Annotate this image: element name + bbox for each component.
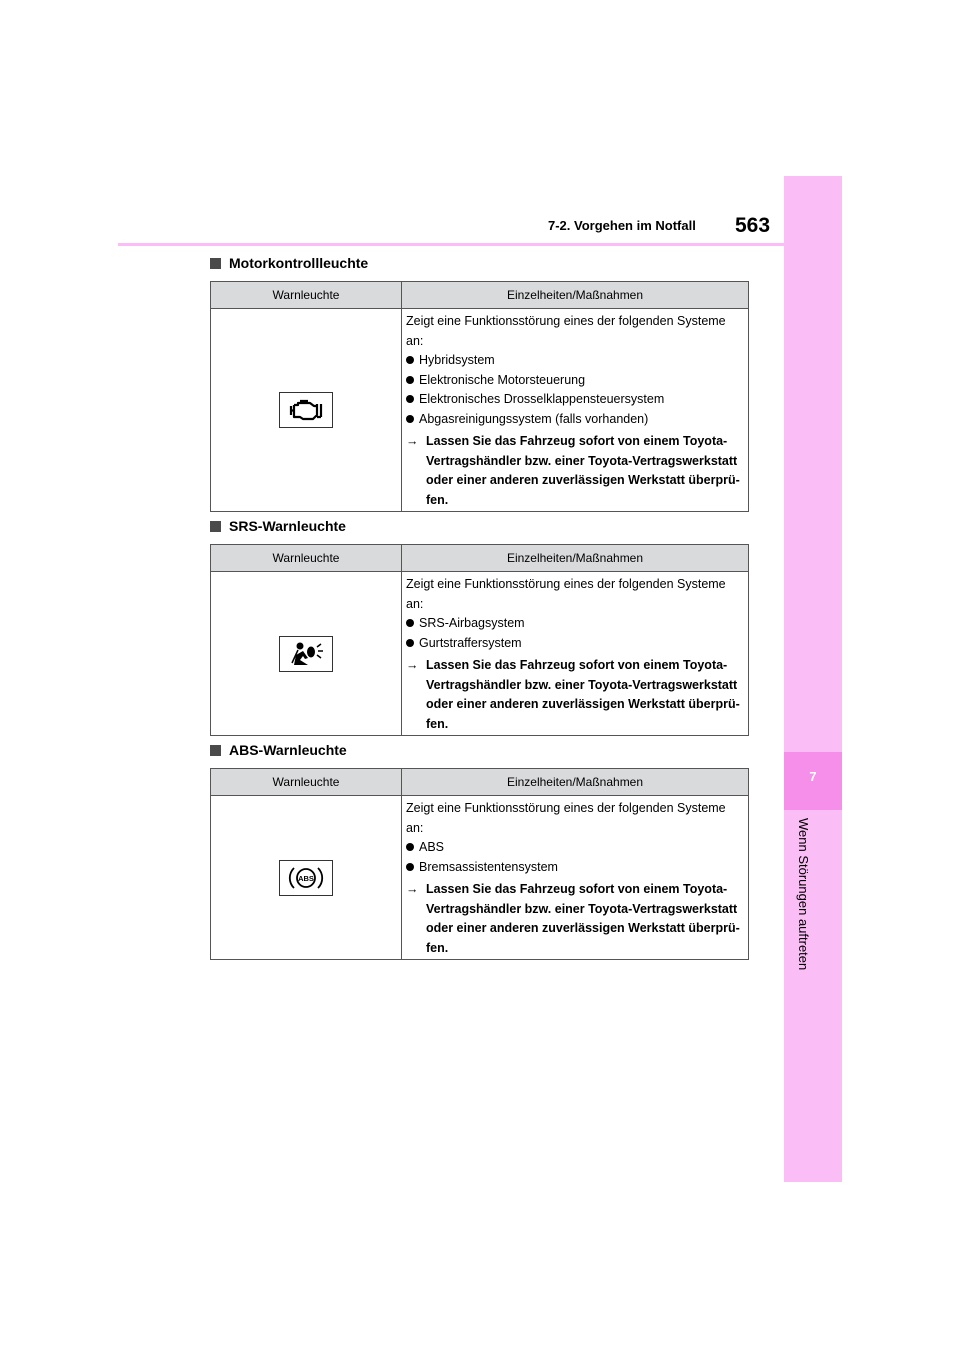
action-note xyxy=(406,880,744,958)
table-header xyxy=(211,282,748,309)
action-note xyxy=(406,656,744,734)
warning-table xyxy=(210,768,749,960)
warning-table xyxy=(210,281,749,512)
action-text: Lassen Sie das Fahrzeug sofort von einem Toyota-Vertragshändler bzw. einer Toyota-Vertragswerkstatt oder einer anderen zuverlässigen Werkstatt überprü-fen. xyxy=(426,434,740,507)
list-item: SRS-Airbagsystem xyxy=(406,614,744,634)
engine-check-icon xyxy=(279,392,333,428)
action-note xyxy=(406,432,744,510)
chapter-sidebar xyxy=(784,176,842,1182)
square-bullet-icon xyxy=(210,521,221,532)
icon-cell xyxy=(211,309,402,511)
column-header-warnleuchte: Warnleuchte xyxy=(211,282,402,308)
table-row xyxy=(211,572,748,735)
column-header-details: Einzelheiten/Maßnahmen xyxy=(506,288,644,302)
warning-table xyxy=(210,544,749,736)
svg-text:ABS: ABS xyxy=(298,873,314,883)
details-cell xyxy=(402,309,748,511)
bullet-icon xyxy=(406,863,414,871)
list-item: ABS xyxy=(406,838,744,858)
table-header xyxy=(211,769,748,796)
table-row xyxy=(211,309,748,511)
details-cell xyxy=(402,796,748,959)
arrow-right-icon: → xyxy=(406,882,419,896)
column-header-warnleuchte: Warnleuchte xyxy=(211,545,402,571)
bullet-icon xyxy=(406,619,414,627)
details-intro: Zeigt eine Funktionsstörung eines der folgenden Systeme an: xyxy=(406,801,726,835)
details-intro: Zeigt eine Funktionsstörung eines der folgenden Systeme an: xyxy=(406,577,726,611)
list-item: Gurtstraffersystem xyxy=(406,634,744,654)
details-cell xyxy=(402,572,748,735)
header-divider xyxy=(118,243,784,246)
square-bullet-icon xyxy=(210,745,221,756)
column-header-warnleuchte: Warnleuchte xyxy=(211,769,402,795)
bullet-icon xyxy=(406,356,414,364)
chapter-title: Wenn Störungen auftreten xyxy=(796,818,811,971)
icon-cell xyxy=(211,796,402,959)
srs-airbag-icon xyxy=(279,636,333,672)
arrow-right-icon: → xyxy=(406,658,419,672)
section-reference: 7-2. Vorgehen im Notfall xyxy=(548,218,696,233)
table-row xyxy=(211,796,748,959)
square-bullet-icon xyxy=(210,258,221,269)
arrow-right-icon: → xyxy=(406,434,419,448)
action-text: Lassen Sie das Fahrzeug sofort von einem Toyota-Vertragshändler bzw. einer Toyota-Vertragswerkstatt oder einer anderen zuverlässigen Werkstatt überprü-fen. xyxy=(426,658,740,731)
bullet-icon xyxy=(406,395,414,403)
list-item: Hybridsystem xyxy=(406,351,744,371)
section-heading: ABS-Warnleuchte xyxy=(210,742,347,758)
list-item: Elektronische Motorsteuerung xyxy=(406,371,744,391)
bullet-icon xyxy=(406,843,414,851)
chapter-number: 7 xyxy=(809,769,817,784)
bullet-icon xyxy=(406,415,414,423)
icon-cell xyxy=(211,572,402,735)
list-item: Abgasreinigungssystem (falls vorhanden) xyxy=(406,410,744,430)
action-text: Lassen Sie das Fahrzeug sofort von einem Toyota-Vertragshändler bzw. einer Toyota-Vertragswerkstatt oder einer anderen zuverlässigen Werkstatt überprü-fen. xyxy=(426,882,740,955)
column-header-details: Einzelheiten/Maßnahmen xyxy=(506,551,644,565)
details-intro: Zeigt eine Funktionsstörung eines der folgenden Systeme an: xyxy=(406,314,726,348)
bullet-icon xyxy=(406,376,414,384)
section-heading: SRS-Warnleuchte xyxy=(210,518,346,534)
column-header-details: Einzelheiten/Maßnahmen xyxy=(506,775,644,789)
list-item: Elektronisches Drosselklappensteuersystem xyxy=(406,390,744,410)
page-number: 563 xyxy=(735,214,771,237)
abs-icon xyxy=(279,860,333,896)
bullet-icon xyxy=(406,639,414,647)
section-heading: Motorkontrollleuchte xyxy=(210,255,368,271)
list-item: Bremsassistentensystem xyxy=(406,858,744,878)
table-header xyxy=(211,545,748,572)
